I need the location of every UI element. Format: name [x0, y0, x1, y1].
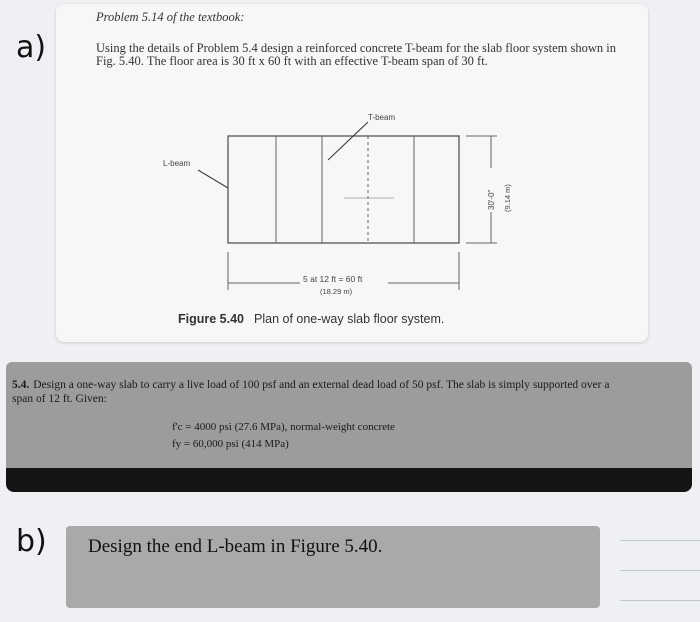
given-fc: f'c = 4000 psi (27.6 MPa), normal-weight concrete [172, 421, 395, 433]
card-bottom-edge [6, 468, 692, 492]
ruled-line [620, 540, 700, 541]
problem-5-4-body: Design a one-way slab to carry a live load of 100 psf and an external dead load of 50 psf. The slab is simply supported over a span of 12 ft. Given: [12, 379, 610, 405]
tbeam-leader [328, 122, 368, 160]
figure-caption [178, 312, 444, 326]
problem-title: Problem 5.14 of the textbook: [96, 10, 245, 24]
figure-number: Figure 5.40 [178, 312, 244, 326]
lbeam-leader [198, 170, 228, 188]
ruled-line [620, 600, 700, 601]
slab-outline [228, 136, 459, 243]
lbeam-label: L-beam [163, 159, 191, 168]
part-b-text: Design the end L-beam in Figure 5.40. [88, 536, 383, 557]
span-label: 5 at 12 ft = 60 ft [303, 274, 363, 284]
tbeam-label: T-beam [368, 113, 396, 122]
depth-label: 30'-0" [487, 189, 496, 210]
part-b-marker: b) [16, 524, 47, 559]
depth-metric: (9.14 m) [503, 184, 512, 212]
problem-body: Using the details of Problem 5.4 design a reinforced concrete T-beam for the slab floor system shown in Fig. 5.40. The floor area is 30 ft x 60 ft with an effective T-beam span of 30 ft. [96, 41, 617, 68]
problem-5-4-number: 5.4. [12, 379, 30, 391]
problem-5-4-text [12, 378, 632, 406]
figure-caption-text: Plan of one-way slab floor system. [254, 312, 445, 326]
part-a-marker: a) [16, 30, 47, 65]
span-metric: (18.29 m) [320, 287, 353, 296]
ruled-line [620, 570, 700, 571]
given-fy: fy = 60,000 psi (414 MPa) [172, 438, 289, 450]
